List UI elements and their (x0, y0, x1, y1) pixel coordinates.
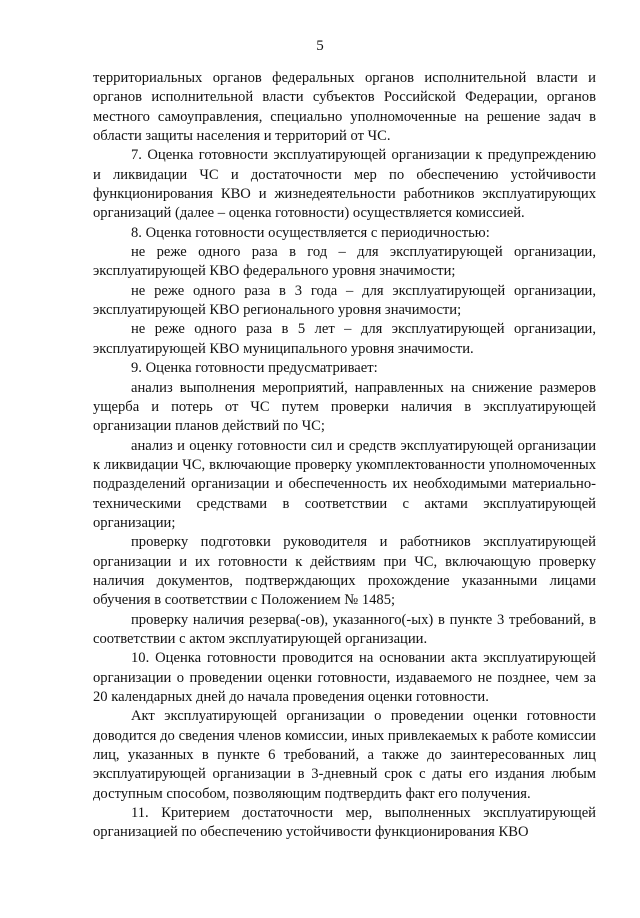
paragraph-training-check: проверку подготовки руководителя и работников эксплуатирующей организации и их готовности к действиям при ЧС, включающую проверку наличия документов, подтверждающих прохождение указанными лицами обучения в соответствии с Положением № 1485; (93, 534, 596, 609)
paragraph-item-11: 11. Критерием достаточности мер, выполненных эксплуатирующей организацией по обеспечению устойчивости функционирования КВО (93, 805, 596, 841)
paragraph-continuation: территориальных органов федеральных органов исполнительной власти и органов исполнительной власти субъектов Российской Федерации, органов местного самоуправления, специально уполномоченные на решение задач в области защиты населения и территорий от ЧС. (93, 70, 596, 145)
paragraph-act-notification: Акт эксплуатирующей организации о проведении оценки готовности доводится до сведения членов комиссии, иных привлекаемых к работе комиссии лиц, указанных в пункте 6 требований, а также до заинтересованных лиц эксплуатирующей организации в 3-дневный срок с даты его издания любым доступным способом, позволяющим подтвердить факт его получения. (93, 708, 596, 802)
paragraph-item-10: 10. Оценка готовности проводится на основании акта эксплуатирующей организации о проведении оценки готовности, издаваемого не позднее, чем за 20 календарных дней до начала проведения оценки готовности. (93, 650, 596, 705)
paragraph-periodicity-5-years: не реже одного раза в 5 лет – для эксплуатирующей организации, эксплуатирующей КВО муниципального уровня значимости. (93, 321, 596, 357)
paragraph-periodicity-3-years: не реже одного раза в 3 года – для эксплуатирующей организации, эксплуатирующей КВО регионального уровня значимости; (93, 282, 596, 319)
paragraph-item-7: 7. Оценка готовности эксплуатирующей организации к предупреждению и ликвидации ЧС и достаточности мер по обеспечению устойчивости функционирования КВО и жизнедеятельности работников эксплуатирующих организаций (далее – оценка готовности) осуществляется комиссией. (93, 147, 596, 222)
paragraph-analysis-forces: анализ и оценку готовности сил и средств эксплуатирующей организации к ликвидации ЧС, включающие проверку укомплектованности уполномоченных подразделений организации и обеспеченность их необходимыми материально-техническими средствами в соответствии с актами эксплуатирующей организации; (93, 437, 596, 531)
document-body (93, 69, 596, 843)
page-number: 5 (316, 38, 324, 54)
paragraph-analysis-measures: анализ выполнения мероприятий, направленных на снижение размеров ущерба и потерь от ЧС путем проверки наличия в эксплуатирующей организации планов действий по ЧС; (93, 379, 596, 435)
paragraph-item-9: 9. Оценка готовности предусматривает: (131, 360, 378, 377)
paragraph-item-8: 8. Оценка готовности осуществляется с периодичностью: (131, 224, 490, 241)
paragraph-periodicity-yearly: не реже одного раза в год – для эксплуатирующей организации, эксплуатирующей КВО федерального уровня значимости; (93, 244, 596, 280)
paragraph-reserve-check: проверку наличия резерва(-ов), указанного(-ых) в пункте 3 требований, в соответствии с актом эксплуатирующей организации. (93, 611, 596, 647)
